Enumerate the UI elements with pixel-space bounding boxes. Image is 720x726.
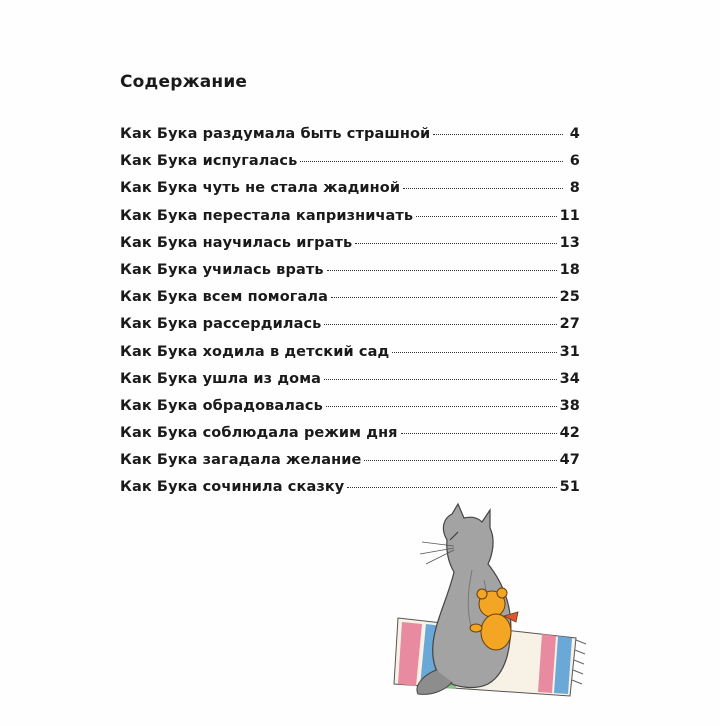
toc-entry — [120, 126, 580, 153]
toc-entry-page-number: 25 — [559, 289, 580, 306]
toc-entry — [120, 398, 580, 425]
toc-dot-leader — [403, 188, 563, 189]
toc-entry-title: Как Бука рассердилась — [120, 316, 322, 333]
toc-entry — [120, 153, 580, 180]
toc-entry-page-number: 34 — [559, 370, 580, 387]
toc-dot-leader — [327, 270, 557, 271]
toc-entry — [120, 289, 580, 316]
toc-entry-title: Как Бука училась врать — [120, 261, 324, 278]
toc-entry-page-number: 18 — [559, 261, 580, 278]
toc-entry-page-number: 51 — [559, 479, 580, 496]
page-title: Содержание — [120, 72, 248, 92]
toc-entry-title: Как Бука испугалась — [120, 153, 298, 170]
toc-entry-title: Как Бука соблюдала режим дня — [120, 425, 398, 442]
toc-dot-leader — [364, 460, 556, 461]
toc-entry-page-number: 42 — [559, 425, 580, 442]
toc-entry-title: Как Бука ходила в детский сад — [120, 343, 390, 360]
toc-entry — [120, 425, 580, 452]
toc-dot-leader — [347, 487, 556, 488]
toc-dot-leader — [401, 433, 557, 434]
toc-entry — [120, 316, 580, 343]
toc-entry-page-number: 6 — [569, 153, 580, 170]
toc-dot-leader — [300, 161, 563, 162]
toc-entry — [120, 371, 580, 398]
toc-entry-title: Как Бука обрадовалась — [120, 397, 323, 414]
toc-entry-page-number: 27 — [559, 316, 580, 333]
toc-entry — [120, 208, 580, 235]
toc-entry-page-number: 13 — [559, 234, 580, 251]
toc-dot-leader — [433, 134, 563, 135]
toc-entry-page-number: 31 — [559, 343, 580, 360]
toc-dot-leader — [416, 216, 556, 217]
toc-entry-title: Как Бука загадала желание — [120, 452, 362, 469]
toc-dot-leader — [324, 324, 556, 325]
toc-entry — [120, 344, 580, 371]
toc-dot-leader — [326, 406, 557, 407]
toc-entry — [120, 452, 580, 479]
table-of-contents — [120, 126, 580, 507]
toc-entry-page-number: 38 — [559, 397, 580, 414]
toc-entry-page-number: 8 — [569, 180, 580, 197]
toc-entry-page-number: 4 — [569, 126, 580, 142]
toc-entry-page-number: 11 — [559, 207, 580, 224]
toc-entry-title: Как Бука сочинила сказку — [120, 479, 345, 496]
toc-entry-title: Как Бука раздумала быть страшной — [120, 126, 431, 142]
toc-entry — [120, 180, 580, 207]
toc-entry-title: Как Бука всем помогала — [120, 289, 328, 306]
toc-entry-title: Как Бука ушла из дома — [120, 370, 322, 387]
toc-dot-leader — [355, 243, 556, 244]
toc-dot-leader — [392, 352, 556, 353]
toc-entry-title: Как Бука перестала капризничать — [120, 207, 414, 224]
toc-entry-title: Как Бука научилась играть — [120, 234, 353, 251]
toc-dot-leader — [324, 379, 557, 380]
toc-entry-title: Как Бука чуть не стала жадиной — [120, 180, 401, 197]
toc-entry-page-number: 47 — [559, 452, 580, 469]
toc-entry — [120, 262, 580, 289]
toc-dot-leader — [331, 297, 557, 298]
toc-entry — [120, 235, 580, 262]
cat-with-teddy-bear-illustration-icon — [392, 500, 592, 700]
